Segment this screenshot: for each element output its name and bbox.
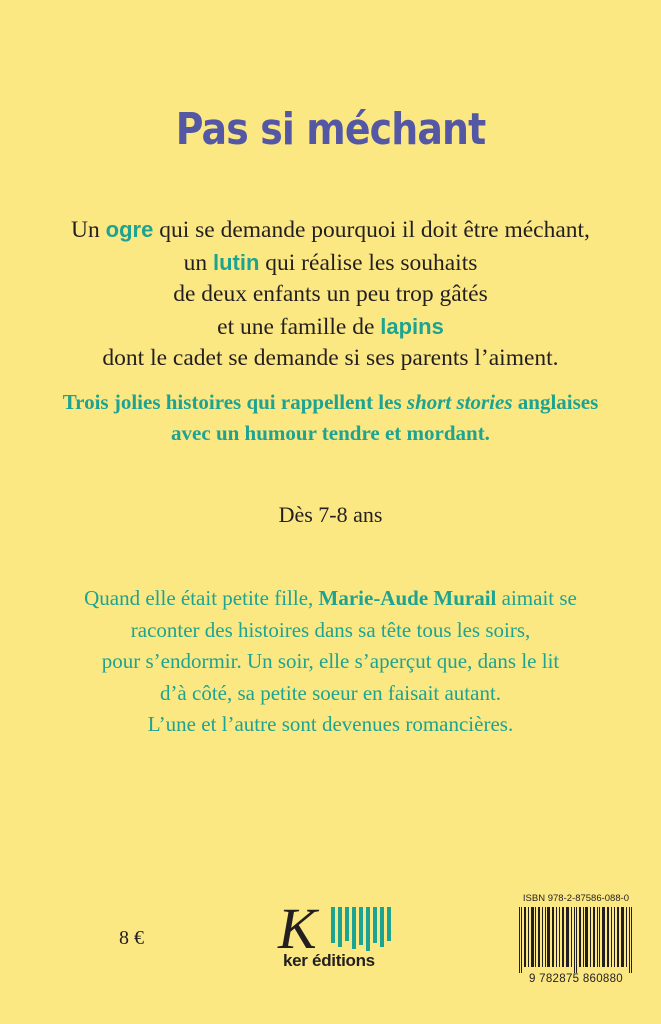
blurb-text: qui se demande pourquoi il doit être méchant, <box>153 217 590 243</box>
bio-line: d’à côté, sa petite soeur en faisait autant. <box>159 680 502 705</box>
barcode-bars-icon <box>519 907 633 973</box>
publisher-logo <box>278 896 390 975</box>
logo-letter: K <box>278 896 317 961</box>
blurb-line <box>0 214 661 247</box>
book-title: Pas si méchant <box>175 104 486 155</box>
author-name: Marie-Aude Murail <box>318 586 497 610</box>
tagline <box>0 387 661 449</box>
bio-text: Quand elle était petite fille, <box>84 586 319 610</box>
price: 8 € <box>119 927 144 949</box>
logo-bars-icon <box>331 907 391 951</box>
blurb-text: qui réalise les souhaits <box>259 249 478 276</box>
tagline-line: avec un humour tendre et mordant. <box>171 421 490 445</box>
tagline-text: anglaises <box>512 390 599 414</box>
ean-number: 9 782875 860880 <box>528 973 624 985</box>
blurb-text: et une famille de <box>217 313 381 340</box>
blurb <box>0 214 661 375</box>
highlight-lutin: lutin <box>212 249 260 275</box>
blurb-text: un <box>183 249 213 276</box>
tagline-italic: short stories <box>406 390 513 414</box>
blurb-text: Un <box>71 217 106 243</box>
highlight-ogre: ogre <box>105 217 154 242</box>
bio-line <box>0 583 661 615</box>
bio-text: aimait se <box>496 586 577 610</box>
barcode <box>516 893 636 993</box>
blurb-line <box>0 247 661 280</box>
blurb-line: de deux enfants un peu trop gâtés <box>173 281 488 307</box>
logo-text: ker éditions <box>283 951 375 970</box>
tagline-line <box>0 387 661 418</box>
isbn-label: ISBN 978-2-87586-088-0 <box>522 893 630 904</box>
author-bio <box>0 583 661 741</box>
blurb-line: dont le cadet se demande si ses parents l’aiment. <box>102 345 559 371</box>
highlight-lapins: lapins <box>380 313 444 339</box>
bio-line: raconter des histoires dans sa tête tous les soirs, <box>130 617 531 642</box>
blurb-line <box>0 311 661 344</box>
bio-line: L’une et l’autre sont devenues romancières. <box>147 712 514 736</box>
bio-line: pour s’endormir. Un soir, elle s’aperçut que, dans le lit <box>101 649 560 673</box>
tagline-text: Trois jolies histoires qui rappellent les <box>62 390 407 414</box>
age-range: Dès 7-8 ans <box>278 502 383 527</box>
